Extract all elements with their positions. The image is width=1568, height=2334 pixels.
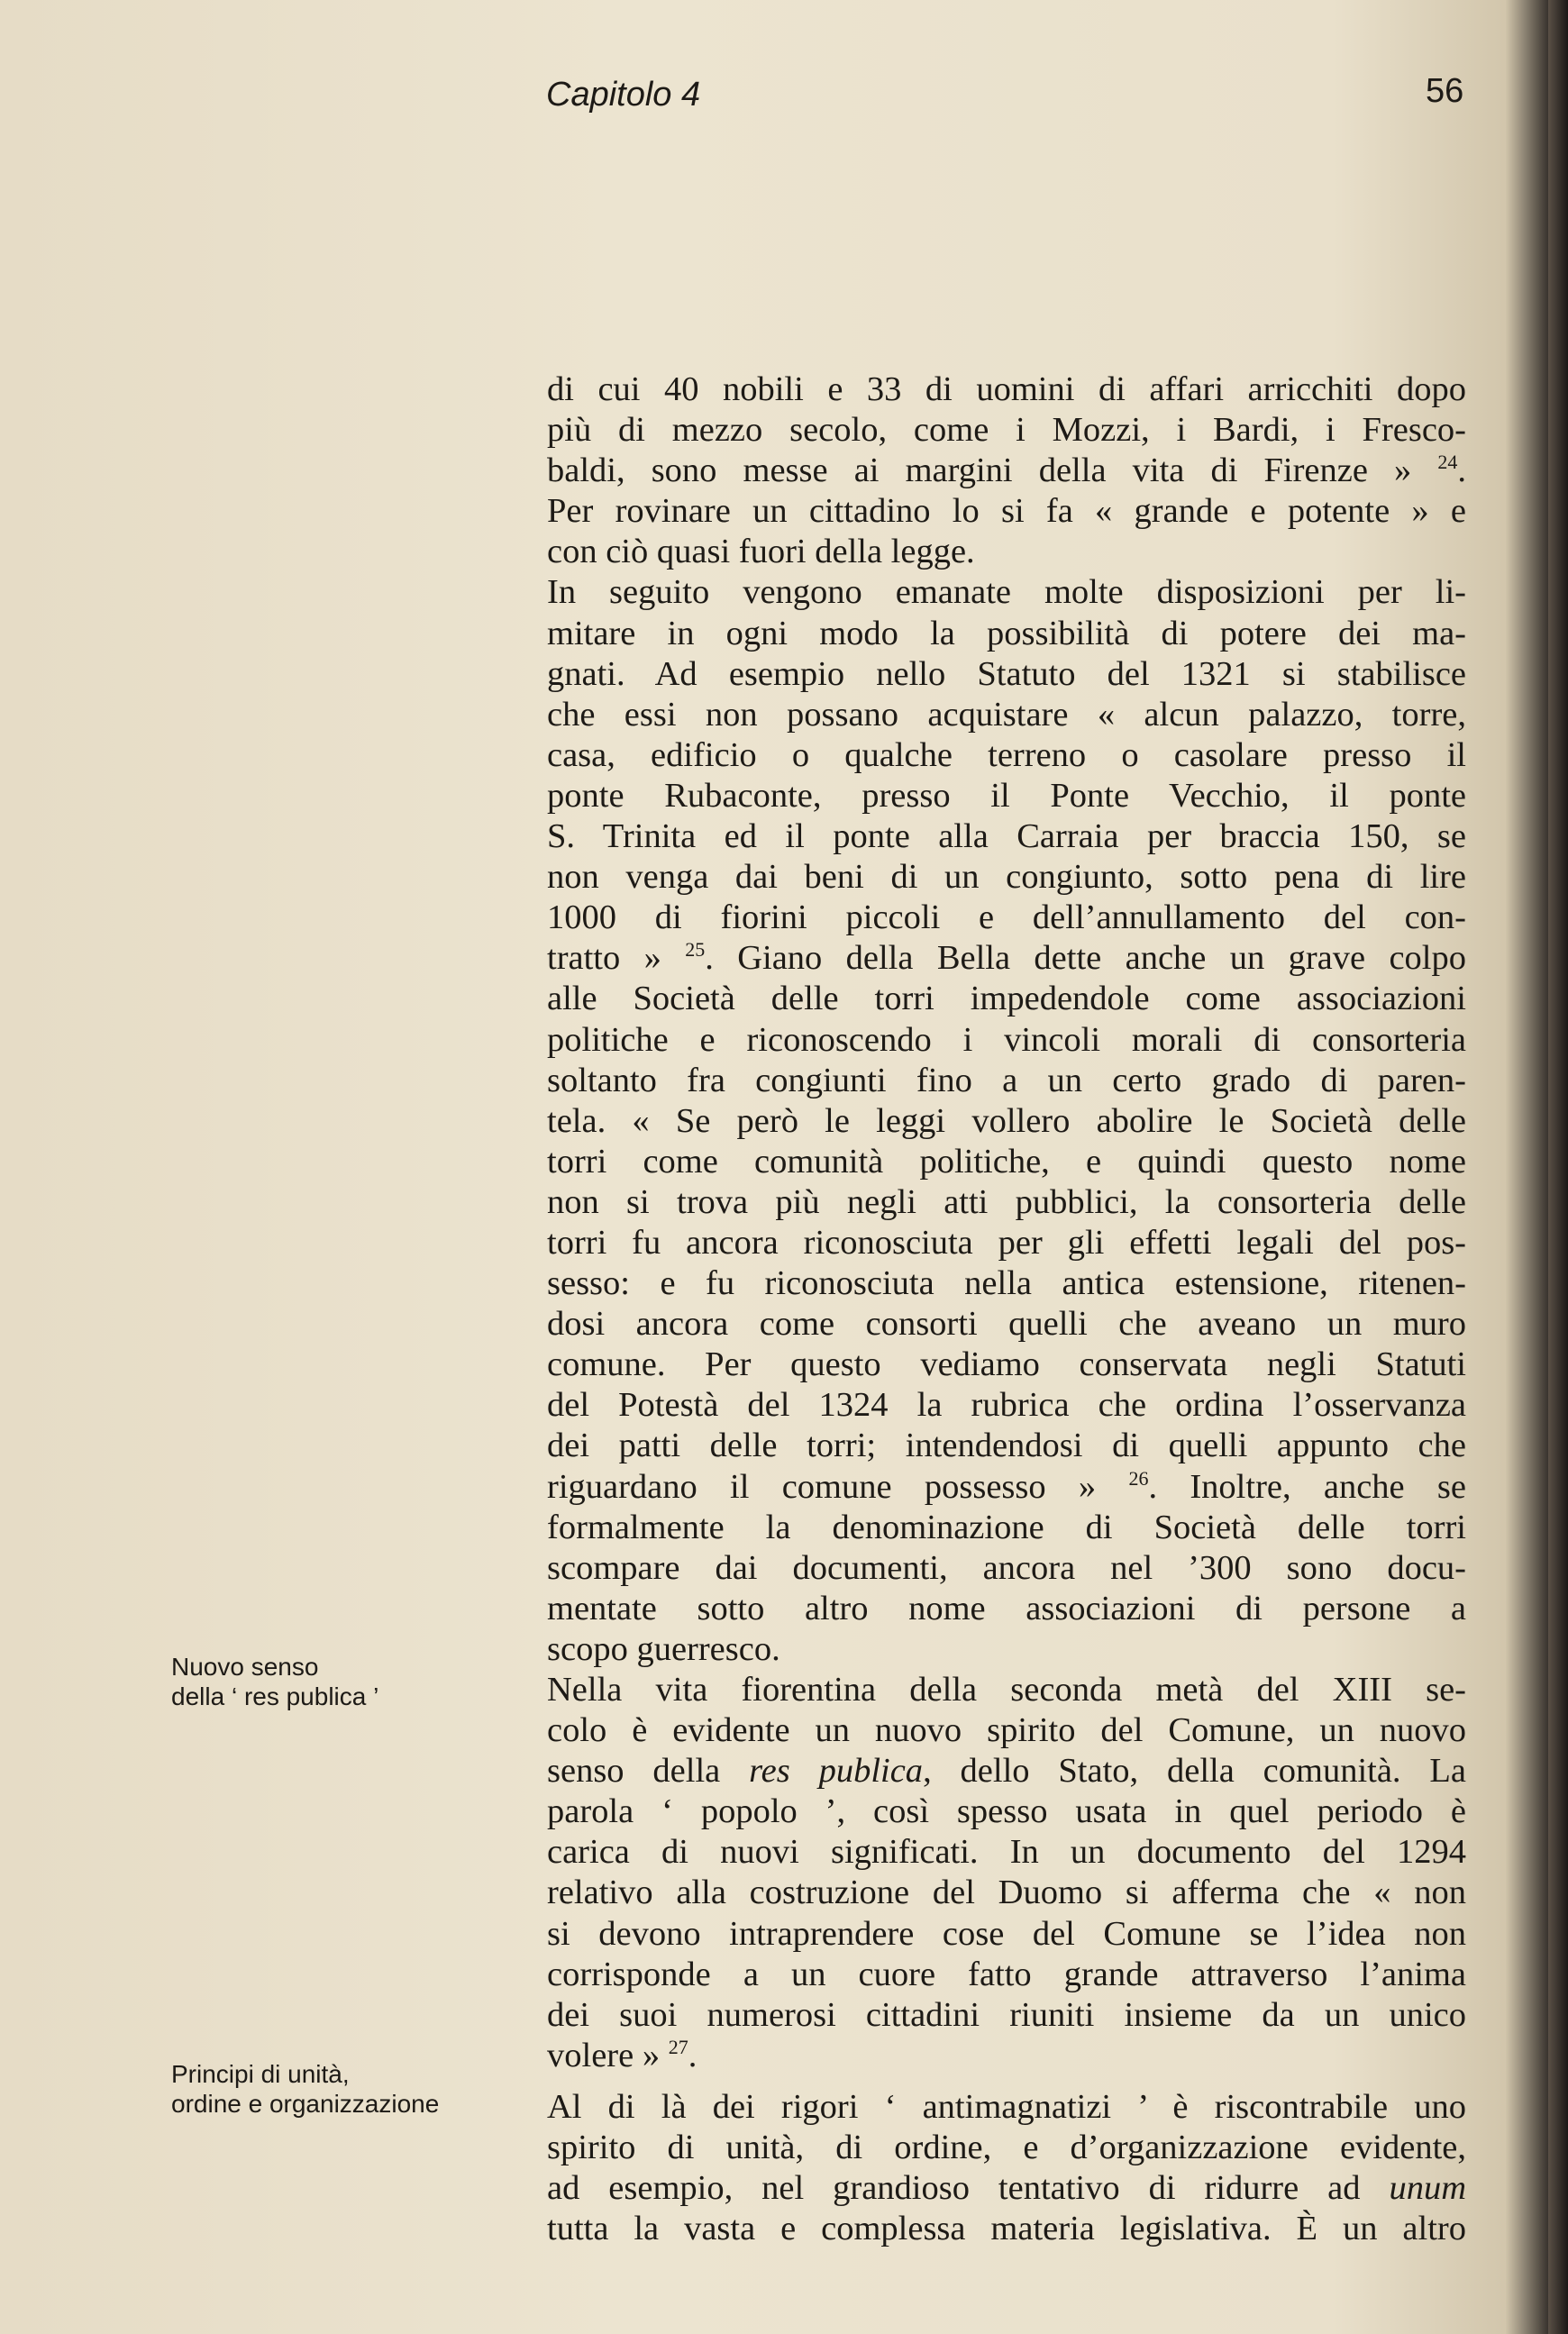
text-line: corrisponde a un cuore fatto grande attraverso l’anima	[547, 1955, 1466, 1993]
text-segment: .	[1457, 451, 1466, 490]
text-line: parola ‘ popolo ’, così spesso usata in quel periodo è	[547, 1792, 1466, 1831]
italic-term: unum	[1389, 2169, 1467, 2208]
text-line: colo è evidente un nuovo spirito del Comune, un nuovo	[547, 1711, 1466, 1750]
text-line: sesso: e fu riconosciuta nella antica estensione, ritenen-	[547, 1264, 1466, 1303]
italic-term: res publica	[749, 1752, 924, 1791]
text-line: Al di là dei rigori ‘ antimagnatizi ’ è riscontrabile uno	[547, 2087, 1466, 2126]
text-segment: .	[688, 2036, 697, 2074]
text-line: si devono intraprendere cose del Comune se l’idea non	[547, 1914, 1466, 1953]
text-line: scopo guerresco.	[547, 1629, 780, 1668]
text-line	[547, 1467, 1466, 1508]
text-line: con ciò quasi fuori della legge.	[547, 533, 975, 571]
text-line: alle Società delle torri impedendole come associazioni	[547, 980, 1466, 1018]
text-segment: volere »	[547, 2036, 661, 2074]
margin-note-line: della ‘ res publica ’	[171, 1682, 379, 1710]
text-line: dosi ancora come consorti quelli che aveano un muro	[547, 1305, 1466, 1344]
chapter-title: Capitolo 4	[546, 76, 701, 114]
text-line: formalmente la denominazione di Società delle torri	[547, 1508, 1466, 1546]
text-segment: baldi, sono messe ai margini della vita di Firenze »	[547, 451, 1412, 490]
text-line: Nella vita fiorentina della seconda metà del XIII se-	[547, 1671, 1466, 1709]
text-line: In seguito vengono emanate molte disposizioni per li-	[547, 573, 1466, 612]
text-line: dei patti delle torri; intendendosi di quelli appunto che	[547, 1427, 1466, 1465]
running-header	[0, 70, 1568, 124]
text-line: spirito di unità, di ordine, e d’organizzazione evidente,	[547, 2129, 1466, 2167]
text-line: gnati. Ad esempio nello Statuto del 1321 si stabilisce	[547, 654, 1466, 693]
text-segment: . Inoltre, anche se	[1148, 1467, 1466, 1506]
body-text	[547, 369, 1466, 2249]
text-line	[547, 2036, 1466, 2076]
text-line: ponte Rubaconte, presso il Ponte Vecchio, il ponte	[547, 776, 1466, 815]
text-line: tutta la vasta e complessa materia legislativa. È un altro	[547, 2210, 1466, 2248]
text-line	[547, 938, 1466, 979]
text-segment: . Giano della Bella dette anche un grave colpo	[705, 939, 1466, 978]
page-number: 56	[1426, 72, 1464, 110]
text-line: che essi non possano acquistare « alcun palazzo, torre,	[547, 695, 1466, 734]
text-line: comune. Per questo vediamo conservata negli Statuti	[547, 1345, 1466, 1384]
text-line: torri come comunità politiche, e quindi questo nome	[547, 1142, 1466, 1181]
margin-note-line: Nuovo senso	[171, 1653, 319, 1681]
text-line: scompare dai documenti, ancora nel ’300 sono docu-	[547, 1548, 1466, 1587]
margin-note-unita	[171, 2059, 532, 2119]
text-segment: senso della	[547, 1752, 721, 1791]
text-line: S. Trinita ed il ponte alla Carraia per braccia 150, se	[547, 817, 1466, 856]
footnote-ref-24: 24	[1437, 451, 1458, 474]
text-segment: tratto »	[547, 939, 661, 978]
text-line: Per rovinare un cittadino lo si fa « grande e potente » e	[547, 492, 1466, 531]
text-line: casa, edificio o qualche terreno o casolare presso il	[547, 735, 1466, 774]
text-line: carica di nuovi significati. In un documento del 1294	[547, 1833, 1466, 1872]
text-line: non si trova più negli atti pubblici, la consorteria delle	[547, 1182, 1466, 1221]
text-line	[547, 1751, 1466, 1792]
text-line: dei suoi numerosi cittadini riuniti insieme da un unico	[547, 1995, 1466, 2034]
text-line: relativo alla costruzione del Duomo si afferma che « non	[547, 1874, 1466, 1912]
text-line: non venga dai beni di un congiunto, sotto pena di lire	[547, 858, 1466, 897]
text-line	[547, 2168, 1466, 2209]
text-line: del Potestà del 1324 la rubrica che ordina l’osservanza	[547, 1386, 1466, 1425]
text-line: soltanto fra congiunti fino a un certo grado di paren-	[547, 1061, 1466, 1099]
text-line: mitare in ogni modo la possibilità di potere dei ma-	[547, 614, 1466, 652]
text-segment: ad esempio, nel grandioso tentativo di ridurre ad	[547, 2169, 1361, 2208]
text-segment: , dello Stato, della comunità. La	[923, 1752, 1467, 1791]
text-line: di cui 40 nobili e 33 di uomini di affari arricchiti dopo	[547, 370, 1466, 408]
text-line: politiche e riconoscendo i vincoli morali di consorteria	[547, 1020, 1466, 1059]
margin-note-line: Principi di unità,	[171, 2060, 350, 2088]
text-line: più di mezzo secolo, come i Mozzi, i Bardi, i Fresco-	[547, 411, 1466, 450]
text-line: torri fu ancora riconosciuta per gli effetti legali del pos-	[547, 1223, 1466, 1262]
text-line: tela. « Se però le leggi vollero abolire le Società delle	[547, 1101, 1466, 1140]
footnote-ref-27: 27	[668, 2036, 688, 2059]
text-line: mentate sotto altro nome associazioni di persone a	[547, 1589, 1466, 1627]
footnote-ref-26: 26	[1128, 1466, 1149, 1490]
text-line: 1000 di fiorini piccoli e dell’annullamento del con-	[547, 898, 1466, 937]
footnote-ref-25: 25	[685, 938, 706, 962]
margin-note-line: ordine e organizzazione	[171, 2090, 440, 2118]
binding-edge	[1548, 0, 1568, 2334]
text-segment: riguardano il comune possesso »	[547, 1467, 1097, 1506]
margin-note-res-publica	[171, 1652, 532, 1711]
text-line	[547, 451, 1466, 491]
